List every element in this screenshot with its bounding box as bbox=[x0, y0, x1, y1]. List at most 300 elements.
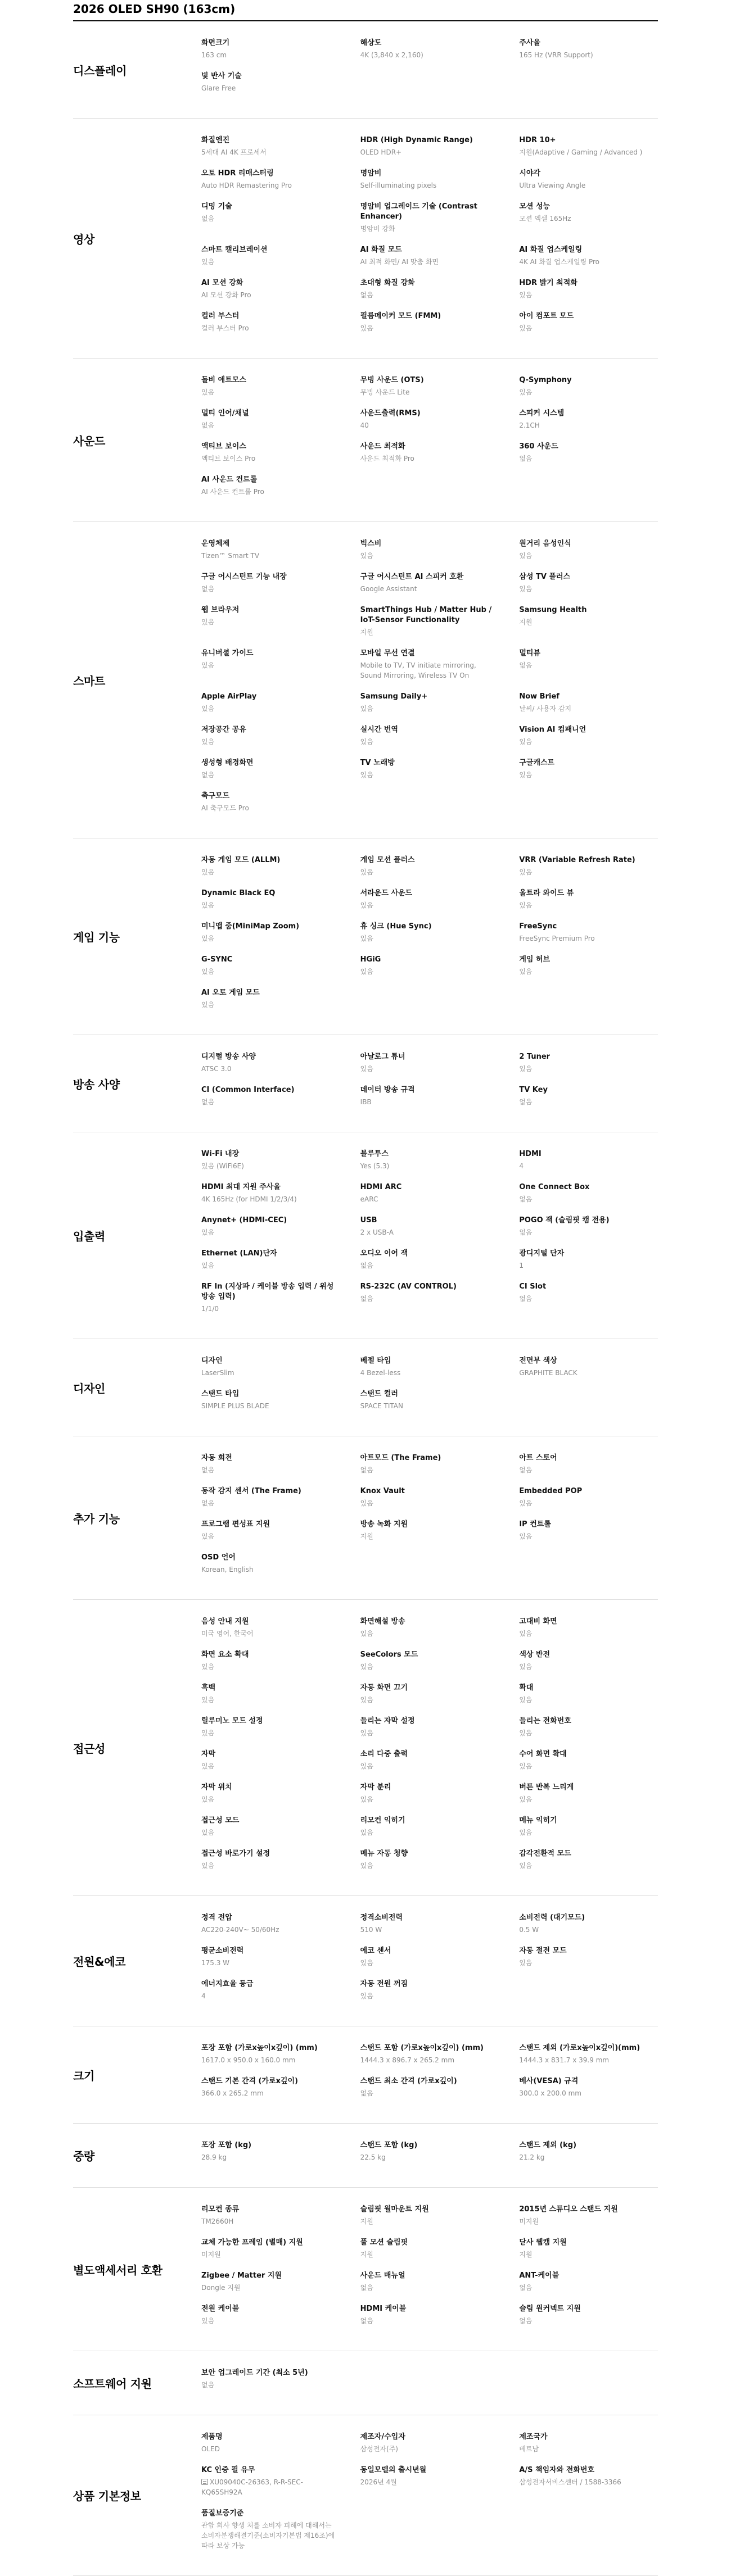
spec-value bbox=[519, 1498, 658, 1508]
spec-value-text: 명암비 강화 bbox=[360, 225, 395, 233]
spec-value-text: 있음 bbox=[201, 935, 215, 942]
spec-item bbox=[519, 692, 658, 725]
spec-value bbox=[201, 1368, 340, 1378]
spec-value bbox=[201, 1465, 340, 1475]
spec-label: HDR 10+ bbox=[519, 136, 556, 144]
spec-item bbox=[519, 1085, 658, 1118]
spec-label: 소비전력 (대기모드) bbox=[519, 1913, 585, 1922]
spec-value-text: LaserSlim bbox=[201, 1369, 234, 1377]
spec-label: 자동 절전 모드 bbox=[519, 1947, 567, 1955]
spec-section bbox=[73, 359, 658, 522]
spec-label: 메뉴 자동 청향 bbox=[360, 1849, 408, 1858]
spec-value-text: 미지원 bbox=[519, 2217, 539, 2225]
spec-value bbox=[519, 1097, 658, 1107]
spec-label: Ethernet (LAN)단자 bbox=[201, 1249, 277, 1258]
spec-item bbox=[360, 409, 499, 442]
spec-value bbox=[201, 1925, 340, 1935]
section-spec-grid bbox=[201, 119, 658, 358]
spec-item bbox=[519, 245, 658, 278]
spec-value-text: 있음 bbox=[360, 771, 373, 779]
spec-item bbox=[519, 648, 658, 692]
spec-label: 음성 안내 지원 bbox=[201, 1617, 249, 1626]
spec-value-text: 없음 bbox=[201, 771, 215, 779]
spec-value-text: Tizen™ Smart TV bbox=[201, 552, 260, 560]
spec-label: TV 노래방 bbox=[360, 759, 395, 767]
spec-label: 2 Tuner bbox=[519, 1053, 550, 1061]
spec-value bbox=[201, 1827, 340, 1838]
spec-value-text: Dongle 지원 bbox=[201, 2284, 241, 2292]
spec-item bbox=[201, 2205, 340, 2238]
spec-value-text: 없음 bbox=[360, 1295, 373, 1303]
spec-value-text: 있음 bbox=[360, 1696, 373, 1704]
spec-item bbox=[360, 1946, 499, 1979]
spec-item bbox=[360, 572, 499, 605]
spec-label: HDMI bbox=[519, 1150, 542, 1158]
spec-value-text: 사운드 최적화 Pro bbox=[360, 455, 414, 462]
spec-value-text: 있음 bbox=[201, 258, 215, 266]
spec-value-text: 있음 bbox=[201, 1729, 215, 1737]
spec-value-text: 1444.3 x 831.7 x 39.9 mm bbox=[519, 2056, 610, 2064]
spec-item bbox=[201, 922, 340, 955]
spec-value-text: 2 x USB-A bbox=[360, 1228, 394, 1236]
section-spec-grid bbox=[201, 2415, 658, 2575]
spec-value-text: 있음 bbox=[360, 968, 373, 976]
spec-label: 스탠드 제외 (kg) bbox=[519, 2141, 577, 2149]
spec-value bbox=[201, 2520, 340, 2551]
spec-label: G-SYNC bbox=[201, 955, 233, 964]
spec-item bbox=[360, 648, 499, 692]
spec-value bbox=[201, 1097, 340, 1107]
section-header bbox=[73, 2188, 201, 2351]
spec-value bbox=[519, 1161, 658, 1171]
spec-value bbox=[201, 1260, 340, 1271]
spec-value-text: 있음 bbox=[360, 738, 373, 746]
spec-value-text: 지원 bbox=[360, 2217, 373, 2225]
spec-label: 전원 케이블 bbox=[201, 2305, 240, 2313]
spec-label: 화면 요소 확대 bbox=[201, 1650, 249, 1659]
spec-item bbox=[360, 1249, 499, 1282]
spec-value-text: 있음 bbox=[519, 324, 533, 332]
spec-label: 수어 화면 확대 bbox=[519, 1750, 567, 1758]
spec-value bbox=[360, 2088, 499, 2098]
spec-section bbox=[73, 1436, 658, 1600]
spec-value bbox=[360, 1861, 499, 1871]
spec-label: 축구모드 bbox=[201, 792, 230, 800]
spec-value-text: AC220-240V~ 50/60Hz bbox=[201, 1926, 279, 1934]
spec-value bbox=[201, 180, 340, 191]
spec-label: 프로그램 편성표 지원 bbox=[201, 1520, 270, 1529]
spec-value bbox=[519, 1064, 658, 1074]
section-spec-grid bbox=[201, 1896, 658, 2026]
spec-value bbox=[201, 1304, 340, 1314]
spec-value-text: 없음 bbox=[519, 1098, 533, 1106]
spec-value bbox=[201, 1695, 340, 1705]
spec-value-text: 있음 bbox=[519, 1795, 533, 1803]
spec-value bbox=[201, 2283, 340, 2293]
spec-item bbox=[201, 311, 340, 344]
spec-label: TV Key bbox=[519, 1086, 548, 1094]
spec-value-text: 없음 bbox=[519, 1228, 533, 1236]
spec-label: 아날로그 튜너 bbox=[360, 1053, 405, 1061]
spec-value bbox=[519, 290, 658, 300]
spec-item bbox=[519, 202, 658, 245]
spec-value-text: 없음 bbox=[519, 2317, 533, 2325]
spec-item bbox=[201, 135, 340, 169]
spec-item bbox=[201, 1553, 340, 1586]
spec-item bbox=[201, 1216, 340, 1249]
spec-item bbox=[201, 38, 340, 71]
spec-value-text: 1617.0 x 950.0 x 160.0 mm bbox=[201, 2056, 296, 2064]
section-title: 중량 bbox=[73, 2149, 95, 2163]
spec-value bbox=[519, 933, 658, 944]
spec-item bbox=[519, 725, 658, 758]
spec-value bbox=[519, 1827, 658, 1838]
spec-value bbox=[201, 1498, 340, 1508]
spec-value bbox=[519, 1695, 658, 1705]
spec-value bbox=[360, 1161, 499, 1171]
spec-value bbox=[360, 453, 499, 464]
spec-value-text: GRAPHITE BLACK bbox=[519, 1369, 577, 1377]
spec-value bbox=[519, 2477, 658, 2487]
spec-value bbox=[519, 50, 658, 60]
section-title: 입출력 bbox=[73, 1230, 106, 1243]
spec-label: 생성형 배경화면 bbox=[201, 759, 254, 767]
spec-section bbox=[73, 2415, 658, 2576]
spec-value-text: 2.1CH bbox=[519, 421, 540, 429]
spec-label: 사운드 최적화 bbox=[360, 442, 405, 451]
spec-label: Samsung Health bbox=[519, 606, 587, 614]
spec-value bbox=[519, 900, 658, 910]
spec-label: 화면크기 bbox=[201, 39, 230, 47]
spec-value bbox=[201, 1564, 340, 1575]
spec-value bbox=[201, 1958, 340, 1968]
spec-label: 릴루미노 모드 설정 bbox=[201, 1717, 263, 1725]
spec-value bbox=[519, 1260, 658, 1271]
section-header bbox=[73, 1896, 201, 2026]
section-title: 별도액세서리 호환 bbox=[73, 2263, 163, 2277]
spec-item bbox=[519, 1520, 658, 1553]
spec-item bbox=[201, 758, 340, 791]
spec-label: 시야각 bbox=[519, 169, 541, 178]
spec-value-text: XU09040C-26363, R-R-SEC-KQ65SH92A bbox=[201, 2478, 303, 2496]
section-header bbox=[73, 119, 201, 358]
spec-value bbox=[201, 2477, 340, 2497]
spec-label: 메뉴 익히기 bbox=[519, 1816, 557, 1825]
spec-value-text: 없음 bbox=[360, 291, 373, 299]
spec-value-text: 있음 bbox=[519, 1065, 533, 1073]
spec-value bbox=[519, 737, 658, 747]
spec-label: 서라운드 사운드 bbox=[360, 889, 413, 897]
spec-value-text: 있음 bbox=[360, 1729, 373, 1737]
spec-label: 구글캐스트 bbox=[519, 759, 555, 767]
section-spec-grid bbox=[201, 2124, 658, 2187]
spec-value-text: 있음 bbox=[360, 901, 373, 909]
spec-value bbox=[201, 2152, 340, 2162]
spec-value bbox=[519, 867, 658, 877]
spec-value-text: 지원(Adaptive / Gaming / Advanced ) bbox=[519, 148, 643, 156]
spec-item bbox=[519, 311, 658, 344]
spec-label: 스탠드 기본 간격 (가로x깊이) bbox=[201, 2077, 298, 2085]
spec-value-text: 미국 영어, 한국어 bbox=[201, 1630, 254, 1638]
spec-label: 구글 어시스턴트 기능 내장 bbox=[201, 573, 287, 581]
section-spec-grid bbox=[201, 2188, 658, 2351]
spec-value-text: 있음 bbox=[519, 868, 533, 876]
section-title: 사운드 bbox=[73, 434, 106, 448]
spec-label: 스탠드 최소 간격 (가로x깊이) bbox=[360, 2077, 457, 2085]
spec-label: 색상 반전 bbox=[519, 1650, 550, 1659]
spec-value bbox=[201, 257, 340, 267]
spec-value bbox=[201, 2380, 340, 2390]
spec-value bbox=[519, 1925, 658, 1935]
section-spec-grid bbox=[201, 359, 658, 521]
spec-label: 교체 가능한 프레임 (별매) 지원 bbox=[201, 2238, 303, 2247]
spec-value bbox=[201, 2250, 340, 2260]
section-title: 영상 bbox=[73, 232, 95, 246]
spec-value-text: 없음 bbox=[360, 2089, 373, 2097]
spec-label: Vision AI 컴패니언 bbox=[519, 725, 586, 734]
spec-value-text: 모션 엑셀 165Hz bbox=[519, 215, 571, 223]
spec-value bbox=[201, 867, 340, 877]
spec-label: CI (Common Interface) bbox=[201, 1086, 295, 1094]
spec-value bbox=[360, 224, 499, 234]
spec-value bbox=[519, 1629, 658, 1639]
spec-label: 정격 전압 bbox=[201, 1913, 232, 1922]
spec-value bbox=[201, 704, 340, 714]
section-spec-grid bbox=[201, 1132, 658, 1339]
spec-label: 미니맵 줌(MiniMap Zoom) bbox=[201, 922, 300, 931]
spec-value bbox=[360, 323, 499, 333]
spec-value bbox=[201, 551, 340, 561]
spec-label: 게임 모션 플러스 bbox=[360, 856, 415, 864]
spec-label: 360 사운드 bbox=[519, 442, 558, 451]
spec-value bbox=[519, 617, 658, 627]
spec-value bbox=[360, 2444, 499, 2454]
section-header bbox=[73, 1339, 201, 1436]
spec-label: Knox Vault bbox=[360, 1487, 405, 1495]
spec-value bbox=[519, 453, 658, 464]
spec-item bbox=[201, 2043, 340, 2076]
spec-value bbox=[519, 1227, 658, 1237]
spec-value bbox=[201, 453, 340, 464]
spec-label: 모션 성능 bbox=[519, 202, 550, 211]
section-title: 스마트 bbox=[73, 674, 106, 688]
spec-value bbox=[360, 1260, 499, 1271]
spec-item bbox=[519, 1849, 658, 1882]
spec-value-text: 있음 bbox=[360, 1992, 373, 2000]
spec-value-text: 없음 bbox=[519, 1466, 533, 1474]
spec-label: 필름메이커 모드 (FMM) bbox=[360, 312, 441, 320]
spec-value-text: 40 bbox=[360, 421, 369, 429]
spec-item bbox=[360, 38, 499, 71]
spec-item bbox=[360, 758, 499, 791]
spec-label: 포장 포함 (가로x높이x깊이) (mm) bbox=[201, 2044, 318, 2052]
spec-value bbox=[360, 2055, 499, 2065]
spec-value bbox=[360, 1498, 499, 1508]
spec-label: AI 사운드 컨트롤 bbox=[201, 475, 258, 484]
section-spec-grid bbox=[201, 1339, 658, 1436]
spec-label: 울트라 와이드 뷰 bbox=[519, 889, 574, 897]
spec-value bbox=[360, 770, 499, 780]
spec-label: 빅스비 bbox=[360, 539, 382, 548]
spec-section bbox=[73, 1339, 658, 1436]
spec-value-text: 있음 bbox=[360, 1663, 373, 1671]
spec-label: 디자인 bbox=[201, 1357, 223, 1365]
spec-value-text: 없음 bbox=[201, 1466, 215, 1474]
spec-label: 스탠드 제외 (가로x높이x깊이)(mm) bbox=[519, 2044, 640, 2052]
spec-item bbox=[360, 1617, 499, 1650]
spec-value-text: SIMPLE PLUS BLADE bbox=[201, 1402, 269, 1410]
spec-value bbox=[201, 387, 340, 397]
spec-value-text: 있음 bbox=[201, 1762, 215, 1770]
spec-label: 접근성 모드 bbox=[201, 1816, 240, 1825]
spec-value-text: ATSC 3.0 bbox=[201, 1065, 232, 1073]
spec-item bbox=[360, 278, 499, 311]
spec-label: 들리는 전화번호 bbox=[519, 1717, 571, 1725]
spec-label: HGiG bbox=[360, 955, 381, 964]
spec-value-text: 있음 bbox=[360, 324, 373, 332]
spec-label: Dynamic Black EQ bbox=[201, 889, 276, 897]
spec-value bbox=[201, 1861, 340, 1871]
spec-value-text: 있음 bbox=[519, 388, 533, 396]
spec-item bbox=[201, 1389, 340, 1422]
spec-item bbox=[360, 888, 499, 922]
spec-value-text: Google Assistant bbox=[360, 585, 417, 593]
spec-value-text: 있음 bbox=[360, 1795, 373, 1803]
spec-value-text: 4K 165Hz (for HDMI 1/2/3/4) bbox=[201, 1195, 297, 1203]
spec-label: 동일모델의 출시년월 bbox=[360, 2466, 427, 2474]
spec-label: 정격소비전력 bbox=[360, 1913, 403, 1922]
spec-label: 해상도 bbox=[360, 39, 382, 47]
spec-section bbox=[73, 2351, 658, 2415]
spec-label: 품질보증기준 bbox=[201, 2509, 244, 2518]
spec-label: 베젤 타입 bbox=[360, 1357, 391, 1365]
spec-value-text: 있음 bbox=[519, 552, 533, 560]
spec-item bbox=[201, 888, 340, 922]
section-spec-grid bbox=[201, 522, 658, 838]
spec-label: 무빙 사운드 (OTS) bbox=[360, 376, 424, 384]
spec-value bbox=[519, 387, 658, 397]
spec-label: RF In (지상파 / 케이블 방송 입력 / 위성 방송 입력) bbox=[201, 1282, 334, 1301]
spec-value-text: 없음 bbox=[201, 1098, 215, 1106]
spec-value-text: 있음 bbox=[360, 1762, 373, 1770]
spec-value-text: 있음 bbox=[519, 1630, 533, 1638]
section-title: 상품 기본정보 bbox=[73, 2489, 141, 2503]
spec-value-text: 있음 bbox=[201, 2317, 215, 2325]
spec-item bbox=[360, 2076, 499, 2110]
section-header bbox=[73, 838, 201, 1035]
spec-item bbox=[519, 409, 658, 442]
spec-item bbox=[201, 278, 340, 311]
spec-label: 돌비 애트모스 bbox=[201, 376, 246, 384]
spec-label: 사운드출력(RMS) bbox=[360, 409, 421, 418]
spec-item bbox=[519, 1453, 658, 1486]
spec-item bbox=[519, 1783, 658, 1816]
spec-value-text: 1 bbox=[519, 1262, 524, 1269]
spec-item bbox=[360, 2043, 499, 2076]
spec-value-text: 있음 bbox=[519, 291, 533, 299]
spec-item bbox=[360, 1849, 499, 1882]
spec-item bbox=[201, 1453, 340, 1486]
spec-value bbox=[519, 704, 658, 714]
section-spec-grid bbox=[201, 1035, 658, 1132]
spec-value bbox=[519, 214, 658, 224]
spec-value-text: 있음 bbox=[201, 1663, 215, 1671]
spec-label: HDR (High Dynamic Range) bbox=[360, 136, 473, 144]
spec-value bbox=[360, 1662, 499, 1672]
spec-label: 흑백 bbox=[201, 1684, 216, 1692]
spec-item bbox=[519, 1182, 658, 1216]
spec-label: 구글 어시스턴트 AI 스피커 호환 bbox=[360, 573, 464, 581]
spec-value-text: 있음 bbox=[519, 1663, 533, 1671]
spec-label: 평균소비전력 bbox=[201, 1947, 244, 1955]
spec-value-text: 510 W bbox=[360, 1926, 382, 1934]
spec-item bbox=[519, 539, 658, 572]
spec-value-text: Auto HDR Remastering Pro bbox=[201, 182, 292, 189]
section-title: 크기 bbox=[73, 2069, 95, 2083]
spec-item bbox=[360, 1216, 499, 1249]
spec-label: 휴 싱크 (Hue Sync) bbox=[360, 922, 432, 931]
spec-value-text: 있음 bbox=[360, 935, 373, 942]
spec-item bbox=[201, 791, 340, 824]
spec-item bbox=[201, 409, 340, 442]
section-title: 디스플레이 bbox=[73, 64, 127, 78]
spec-value-text: 없음 bbox=[360, 1262, 373, 1269]
spec-value-text: 있음 bbox=[519, 901, 533, 909]
spec-value-text: 있음 bbox=[360, 1065, 373, 1073]
spec-value bbox=[360, 2477, 499, 2487]
section-header bbox=[73, 2415, 201, 2575]
spec-label: 제조국가 bbox=[519, 2433, 548, 2441]
spec-item bbox=[360, 1486, 499, 1520]
spec-value-text: 날씨/ 사용자 감지 bbox=[519, 705, 572, 713]
spec-value bbox=[201, 933, 340, 944]
spec-value bbox=[519, 1662, 658, 1672]
model-title: 2026 OLED SH90 (163cm) bbox=[73, 2, 236, 16]
spec-value bbox=[360, 1465, 499, 1475]
spec-label: 원거리 음성인식 bbox=[519, 539, 571, 548]
spec-item bbox=[201, 539, 340, 572]
section-header bbox=[73, 2124, 201, 2187]
spec-label: AI 모션 강화 bbox=[201, 279, 243, 287]
spec-label: 스마트 캘리브레이션 bbox=[201, 246, 268, 254]
spec-value bbox=[519, 180, 658, 191]
spec-value-text: OLED HDR+ bbox=[360, 148, 402, 156]
spec-value-text: 4 bbox=[519, 1162, 524, 1170]
spec-value-text: 있음 bbox=[201, 1001, 215, 1009]
spec-item bbox=[519, 2271, 658, 2304]
spec-section bbox=[73, 522, 658, 838]
spec-label: Wi-Fi 내장 bbox=[201, 1150, 240, 1158]
spec-value-text: 지원 bbox=[519, 618, 533, 626]
spec-item bbox=[201, 1946, 340, 1979]
spec-sections bbox=[73, 21, 658, 2576]
spec-item bbox=[360, 1683, 499, 1716]
spec-item bbox=[519, 1052, 658, 1085]
spec-item bbox=[201, 1356, 340, 1389]
spec-label: Apple AirPlay bbox=[201, 692, 257, 701]
spec-label: 게임 허브 bbox=[519, 955, 550, 964]
spec-value-text: 있음 bbox=[519, 968, 533, 976]
spec-label: AI 화질 모드 bbox=[360, 246, 402, 254]
spec-value-text: 있음 bbox=[519, 585, 533, 593]
spec-label: 리모컨 익히기 bbox=[360, 1816, 405, 1825]
spec-label: HDMI ARC bbox=[360, 1183, 402, 1191]
spec-label: HDMI 최대 지원 주사율 bbox=[201, 1183, 281, 1191]
spec-label: 웹 브라우저 bbox=[201, 606, 240, 614]
spec-item bbox=[360, 605, 499, 648]
spec-value-text: 있음 bbox=[201, 1795, 215, 1803]
spec-value bbox=[201, 2088, 340, 2098]
